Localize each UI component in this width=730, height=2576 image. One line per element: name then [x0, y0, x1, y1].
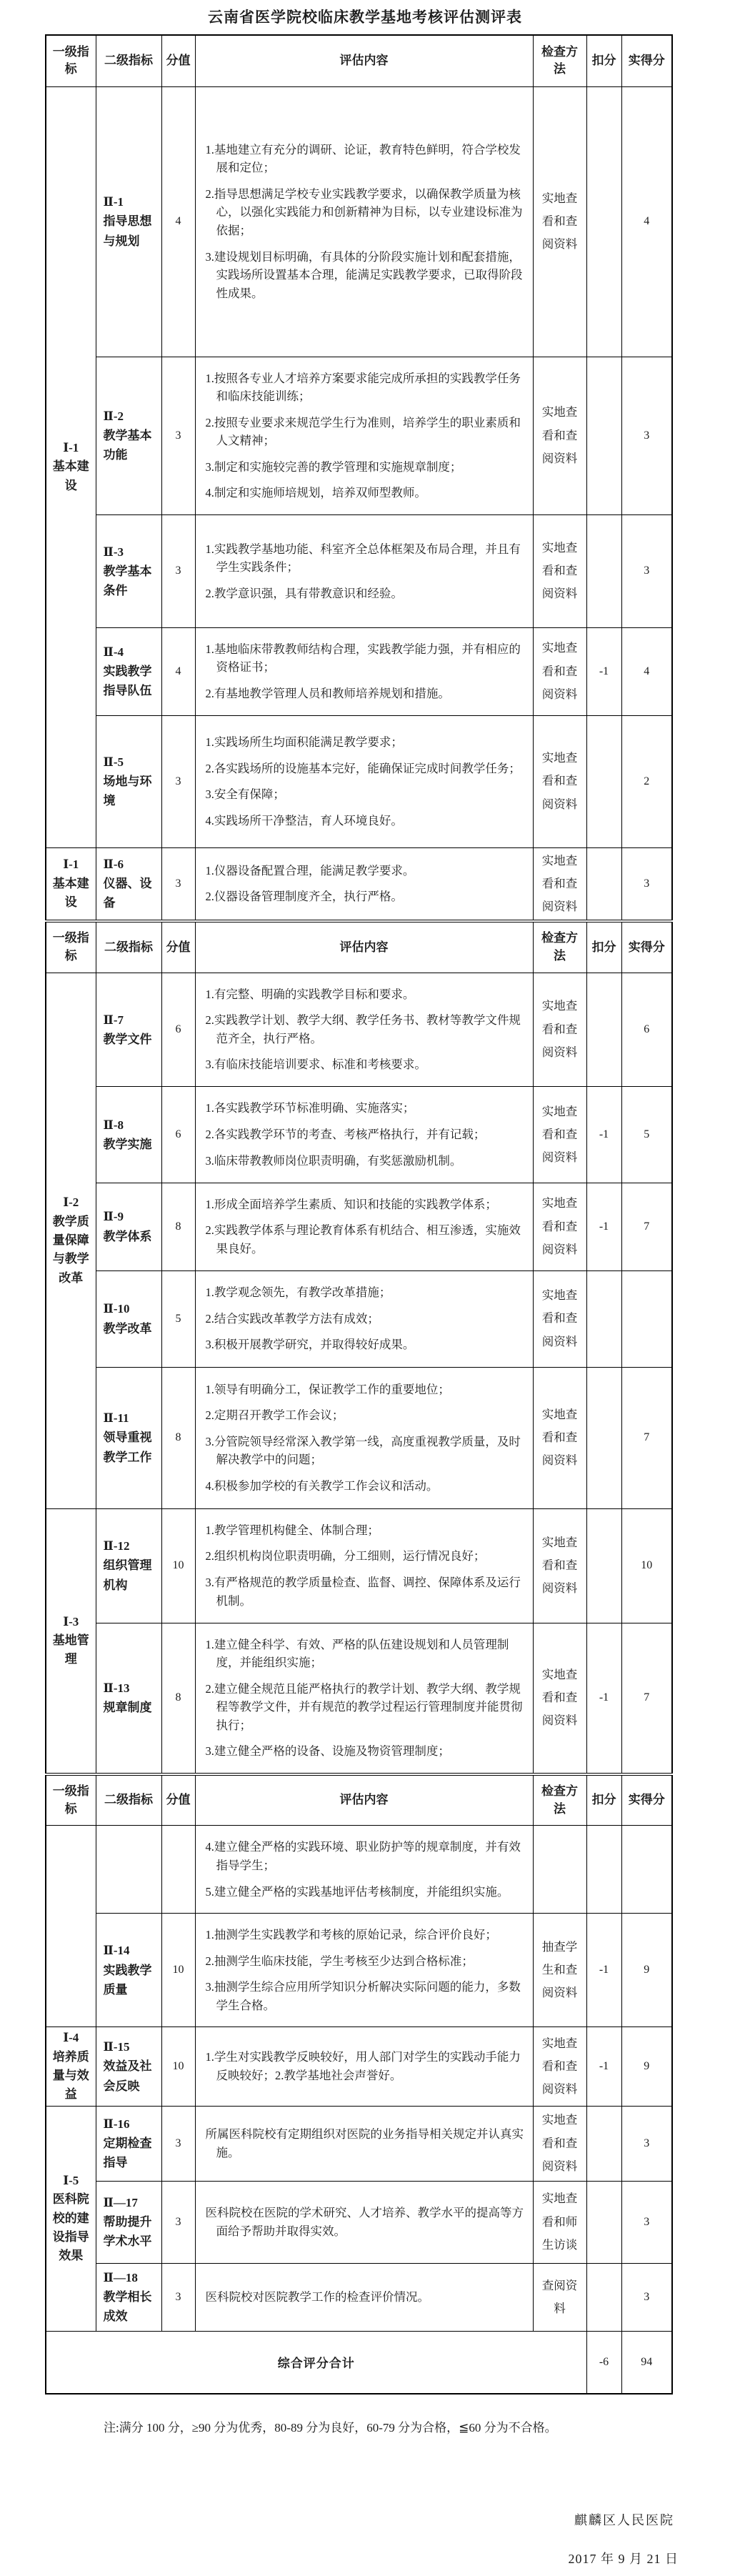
deduction-cell: -1 [586, 627, 621, 715]
indicator-cell [96, 715, 161, 847]
col-header-deduction: 扣分 [586, 35, 621, 86]
deduction-cell [586, 715, 621, 847]
content-cell [195, 1086, 533, 1183]
col-header-score: 分值 [161, 35, 195, 86]
earned-cell: 5 [621, 1086, 672, 1183]
indicator-name: 教学实施 [103, 1137, 152, 1151]
content-item: 3.安全有保障； [205, 787, 285, 802]
content-item: 3.抽测学生综合应用所学知识分析解决实际问题的能力，多数学生合格。 [205, 1980, 521, 2012]
earned-cell: 4 [621, 627, 672, 715]
indicator-cell [96, 1367, 161, 1508]
table-row-ii-18 [46, 2263, 672, 2331]
earned-cell: 3 [621, 847, 672, 921]
content-item: 3.分管院领导经常深入教学第一线，高度重视教学质量，及时解决教学中的问题； [205, 1434, 521, 1467]
indicator-id: Ⅱ-14 [103, 1944, 130, 1958]
score-cell: 4 [161, 86, 195, 357]
content-cell [195, 514, 533, 627]
table-header-row-3 [46, 1774, 672, 1826]
deduction-cell [586, 357, 621, 514]
content-item: 2.实践教学计划、教学大纲、教学任务书、教材等教学文件规范齐全，执行严格。 [205, 1013, 521, 1045]
method-cell-empty [533, 1826, 586, 1914]
col-header-content: 评估内容 [195, 1774, 533, 1826]
col-header-earned: 实得分 [621, 921, 672, 973]
indicator-cell [96, 1183, 161, 1270]
indicator-cell [96, 1086, 161, 1183]
table-row-ii-13 [46, 1623, 672, 1774]
method-cell: 实地查看和查阅资料 [533, 86, 586, 357]
indicator-cell [96, 973, 161, 1086]
deduction-cell [586, 86, 621, 357]
content-item: 2.教学意识强，具有带教意识和经验。 [205, 586, 403, 600]
content-item: 2.组织机构岗位职责明确，分工细则，运行情况良好； [205, 1549, 486, 1563]
indicator-cell [96, 1914, 161, 2027]
method-cell: 实地查看和查阅资料 [533, 715, 586, 847]
content-cell [195, 357, 533, 514]
indicator-id: Ⅱ-5 [103, 755, 124, 769]
table-row-ii-6 [46, 847, 672, 921]
content-item: 5.建立健全严格的实践基地评估考核制度，并能组织实施。 [205, 1884, 509, 1899]
deduction-cell [586, 1270, 621, 1367]
earned-cell: 6 [621, 973, 672, 1086]
indicator-name: 帮助提升学术水平 [103, 2215, 152, 2249]
method-cell: 实地查看和查阅资料 [533, 847, 586, 921]
content-item: 2.定期召开教学工作会议； [205, 1408, 344, 1423]
indicator-cell [96, 514, 161, 627]
content-item: 1.按照各专业人才培养方案要求能完成所承担的实践教学任务和临床技能训练； [205, 371, 521, 404]
col-header-deduction: 扣分 [586, 1774, 621, 1826]
deduction-cell [586, 2106, 621, 2181]
indicator-name: 实践教学质量 [103, 1963, 152, 1996]
col-header-deduction: 扣分 [586, 921, 621, 973]
content-item: 4.积极参加学校的有关教学工作会议和活动。 [205, 1478, 439, 1493]
method-cell: 实地查看和查阅资料 [533, 973, 586, 1086]
content-item: 1.建立健全科学、有效、严格的队伍建设规划和人员管理制度，并能组织实施； [205, 1637, 509, 1670]
deduction-cell: -1 [586, 1914, 621, 2027]
indicator-cell-empty [96, 1826, 161, 1914]
method-cell: 实地查看和师生访谈 [533, 2181, 586, 2263]
indicator-cell [96, 2027, 161, 2106]
indicator-name: 教学文件 [103, 1032, 152, 1046]
level1-cell-i4 [46, 2027, 96, 2106]
indicator-name: 教学改革 [103, 1321, 152, 1336]
score-cell: 3 [161, 715, 195, 847]
content-item: 1.抽测学生实践教学和考核的原始记录，综合评价良好； [205, 1928, 497, 1942]
table-row-ii-7 [46, 973, 672, 1086]
earned-cell: 9 [621, 1914, 672, 2027]
indicator-cell [96, 86, 161, 357]
content-item: 医科院校对医院教学工作的检查评价情况。 [205, 2289, 429, 2304]
table-row-ii-11 [46, 1367, 672, 1508]
content-item: 2.实践教学体系与理论教育体系有机结合、相互渗透，实施效果良好。 [205, 1223, 521, 1255]
indicator-cell [96, 357, 161, 514]
evaluation-table [45, 34, 673, 2395]
col-header-method: 检查方法 [533, 1774, 586, 1826]
indicator-id: Ⅱ-10 [103, 1302, 130, 1316]
content-item: 3.建设规划目标明确，有具体的分阶段实施计划和配套措施，实践场所设置基本合理，能满足实践教学要求，已取得阶段性成果。 [205, 249, 523, 300]
content-cell [195, 1826, 533, 1914]
deduction-cell: -1 [586, 1183, 621, 1270]
content-cell [195, 1367, 533, 1508]
indicator-name: 教学基本功能 [103, 429, 152, 462]
content-item: 3.积极开展教学研究，并取得较好成果。 [205, 1338, 415, 1352]
indicator-name: 教学基本条件 [103, 564, 152, 597]
level1-name: 基本建设 [52, 876, 89, 909]
content-item: 所属医科院校有定期组织对医院的业务指导相关规定并认真实施。 [205, 2127, 524, 2159]
method-cell: 实地查看和查阅资料 [533, 357, 586, 514]
page-title: 云南省医学院校临床教学基地考核评估测评表 [208, 9, 522, 26]
score-cell: 3 [161, 357, 195, 514]
grading-note: 注:满分 100 分，≥90 分为优秀，80-89 分为良好，60-79 分为合格，≦60 分为不合格。 [104, 2421, 557, 2435]
earned-cell: 3 [621, 357, 672, 514]
level1-id: Ⅰ-4 [63, 2031, 79, 2045]
content-item: 4.建立健全严格的实践环境、职业防护等的规章制度，并有效指导学生； [205, 1840, 521, 1872]
score-cell: 3 [161, 2106, 195, 2181]
indicator-cell [96, 2106, 161, 2181]
score-cell: 3 [161, 2263, 195, 2331]
score-cell: 8 [161, 1183, 195, 1270]
content-item: 3.有严格规范的教学质量检查、监督、调控、保障体系及运行机制。 [205, 1576, 521, 1608]
score-cell: 8 [161, 1623, 195, 1774]
deduction-cell [586, 973, 621, 1086]
score-cell: 8 [161, 1367, 195, 1508]
earned-cell: 7 [621, 1623, 672, 1774]
level1-id: Ⅰ-3 [63, 1614, 79, 1628]
score-cell: 10 [161, 1914, 195, 2027]
content-item: 1.学生对实践教学反映较好，用人部门对学生的实践动手能力反映较好；2.教学基地社会声誉好。 [205, 2050, 521, 2083]
table-row-ii-16 [46, 2106, 672, 2181]
score-cell: 5 [161, 1270, 195, 1367]
method-cell: 实地查看和查阅资料 [533, 1086, 586, 1183]
total-deduction-cell: -6 [586, 2331, 621, 2394]
content-cell [195, 2263, 533, 2331]
content-item: 1.领导有明确分工，保证教学工作的重要地位； [205, 1382, 450, 1396]
content-item: 3.建立健全严格的设备、设施及物资管理制度； [205, 1744, 450, 1759]
content-cell [195, 1623, 533, 1774]
indicator-id: Ⅱ-13 [103, 1681, 130, 1696]
score-cell: 4 [161, 627, 195, 715]
indicator-name: 效益及社会反映 [103, 2059, 152, 2093]
table-row-ii-4 [46, 627, 672, 715]
earned-cell: 10 [621, 1508, 672, 1623]
level1-cell-i3 [46, 1508, 96, 1774]
deduction-cell: -1 [586, 1086, 621, 1183]
method-cell: 实地查看和查阅资料 [533, 2106, 586, 2181]
indicator-name: 指导思想与规划 [103, 214, 152, 248]
table-row-ii-8 [46, 1086, 672, 1183]
col-header-earned: 实得分 [621, 1774, 672, 1826]
indicator-id: Ⅱ-8 [103, 1118, 124, 1132]
method-cell: 实地查看和查阅资料 [533, 1367, 586, 1508]
level1-cell-i1b [46, 847, 96, 921]
indicator-id: Ⅱ-16 [103, 2117, 130, 2131]
content-item: 2.建立健全规范且能严格执行的教学计划、教学大纲、教学规程等教学文件，并有规范的教学过程运行管理制度并能贯彻执行； [205, 1681, 523, 1732]
content-item: 2.抽测学生临床技能，学生考核至少达到合格标准； [205, 1954, 474, 1968]
col-header-level1: 一级指标 [46, 35, 96, 86]
table-header-row-1 [46, 35, 672, 86]
earned-cell: 3 [621, 2106, 672, 2181]
table-row-ii-17 [46, 2181, 672, 2263]
table-row-ii-2 [46, 357, 672, 514]
indicator-cell [96, 847, 161, 921]
indicator-id: Ⅱ-7 [103, 1013, 124, 1027]
deduction-cell [586, 1508, 621, 1623]
method-cell: 实地查看和查阅资料 [533, 627, 586, 715]
form-date: 2017 年 9 月 21 日 [568, 2552, 679, 2567]
level1-id: Ⅰ-1 [63, 441, 79, 455]
earned-cell: 9 [621, 2027, 672, 2106]
earned-cell: 2 [621, 715, 672, 847]
deduction-cell [586, 847, 621, 921]
content-item: 1.仪器设备配置合理，能满足教学要求。 [205, 863, 415, 877]
content-item: 2.各实践教学环节的考查、考核严格执行，并有记载； [205, 1128, 486, 1142]
content-cell [195, 1508, 533, 1623]
score-cell: 3 [161, 514, 195, 627]
col-header-content: 评估内容 [195, 921, 533, 973]
content-item: 1.实践教学基地功能、科室齐全总体框架及布局合理，并且有学生实践条件； [205, 542, 521, 575]
method-cell: 抽查学生和查阅资料 [533, 1914, 586, 2027]
deduction-cell [586, 1367, 621, 1508]
content-item: 1.有完整、明确的实践教学目标和要求。 [205, 987, 415, 1001]
content-cell [195, 1183, 533, 1270]
content-item: 3.制定和实施较完善的教学管理和实施规章制度； [205, 459, 462, 474]
earned-cell: 7 [621, 1183, 672, 1270]
score-cell: 10 [161, 2027, 195, 2106]
deduction-cell: -1 [586, 2027, 621, 2106]
indicator-cell [96, 1508, 161, 1623]
indicator-id: Ⅱ—17 [103, 2195, 138, 2209]
col-header-content: 评估内容 [195, 35, 533, 86]
level1-name: 基本建设 [52, 459, 89, 492]
score-cell: 6 [161, 973, 195, 1086]
content-cell [195, 627, 533, 715]
indicator-cell [96, 2181, 161, 2263]
total-label-cell: 综合评分合计 [46, 2331, 586, 2394]
content-cell [195, 1270, 533, 1367]
method-cell: 实地查看和查阅资料 [533, 1623, 586, 1774]
table-row-ii-1 [46, 86, 672, 357]
content-item: 2.各实践场所的设施基本完好，能确保证完成时间教学任务； [205, 761, 521, 775]
table-row-ii-9 [46, 1183, 672, 1270]
indicator-id: Ⅱ-2 [103, 409, 124, 423]
content-cell [195, 973, 533, 1086]
indicator-cell [96, 2263, 161, 2331]
content-item: 1.基地临床带教教师结构合理，实践教学能力强，并有相应的资格证书； [205, 642, 521, 675]
col-header-level2: 二级指标 [96, 35, 161, 86]
score-cell: 10 [161, 1508, 195, 1623]
table-header-row-2 [46, 921, 672, 973]
indicator-id: Ⅱ-6 [103, 857, 124, 872]
col-header-level2: 二级指标 [96, 921, 161, 973]
indicator-name: 教学体系 [103, 1229, 152, 1243]
indicator-id: Ⅱ-1 [103, 195, 124, 209]
content-item: 2.按照专业要求来规范学生行为准则，培养学生的职业素质和人文精神； [205, 415, 521, 448]
deduction-cell [586, 514, 621, 627]
content-cell [195, 2106, 533, 2181]
method-cell: 实地查看和查阅资料 [533, 1508, 586, 1623]
col-header-method: 检查方法 [533, 35, 586, 86]
level1-name: 基地管理 [52, 1633, 89, 1666]
content-item: 1.教学管理机构健全、体制合理； [205, 1523, 379, 1537]
content-item: 3.临床带教教师岗位职责明确，有奖惩激励机制。 [205, 1153, 462, 1168]
indicator-name: 规章制度 [103, 1701, 152, 1715]
content-item: 2.仪器设备管理制度齐全，执行严格。 [205, 890, 403, 904]
content-cell [195, 2181, 533, 2263]
indicator-name: 仪器、设备 [103, 877, 152, 910]
indicator-name: 实践教学指导队伍 [103, 665, 152, 698]
indicator-cell [96, 627, 161, 715]
indicator-cell [96, 1270, 161, 1367]
score-cell: 6 [161, 1086, 195, 1183]
earned-cell: 3 [621, 514, 672, 627]
content-cell [195, 2027, 533, 2106]
table-row-ii-15 [46, 2027, 672, 2106]
indicator-id: Ⅱ-15 [103, 2040, 130, 2054]
content-item: 3.有临床技能培训要求、标准和考核要求。 [205, 1058, 426, 1072]
method-cell: 实地查看和查阅资料 [533, 1183, 586, 1270]
method-cell: 查阅资料 [533, 2263, 586, 2331]
method-cell: 实地查看和查阅资料 [533, 1270, 586, 1367]
score-cell: 3 [161, 847, 195, 921]
score-cell: 3 [161, 2181, 195, 2263]
content-cell [195, 86, 533, 357]
deduction-cell-empty [586, 1826, 621, 1914]
earned-cell: 7 [621, 1367, 672, 1508]
indicator-id: Ⅱ-3 [103, 544, 124, 559]
level1-name: 教学质量保障与教学改革 [52, 1214, 89, 1285]
indicator-name: 组织管理机构 [103, 1558, 152, 1592]
table-row-ii-13-continued [46, 1826, 672, 1914]
earned-cell-empty [621, 1826, 672, 1914]
method-cell: 实地查看和查阅资料 [533, 514, 586, 627]
indicator-cell [96, 1623, 161, 1774]
level1-name: 培养质量与效益 [52, 2049, 89, 2102]
content-cell [195, 715, 533, 847]
level1-cell-i2 [46, 973, 96, 1508]
indicator-name: 场地与环境 [103, 774, 152, 808]
col-header-method: 检查方法 [533, 921, 586, 973]
content-item: 2.有基地教学管理人员和教师培养规划和措施。 [205, 687, 450, 700]
col-header-level1: 一级指标 [46, 1774, 96, 1826]
hospital-signature: 麒麟区人民医院 [574, 2513, 674, 2528]
indicator-id: Ⅱ-12 [103, 1539, 130, 1553]
level1-id: Ⅰ-1 [63, 857, 79, 872]
earned-cell: 3 [621, 2181, 672, 2263]
indicator-id: Ⅱ-4 [103, 645, 124, 659]
earned-cell: 3 [621, 2263, 672, 2331]
content-item: 1.形成全面培养学生素质、知识和技能的实践教学体系； [205, 1197, 497, 1211]
content-item: 2.指导思想满足学校专业实践教学要求，以确保教学质量为核心，以强化实践能力和创新精神为目标，以专业建设标准为依据； [205, 187, 523, 237]
indicator-id: Ⅱ-11 [103, 1411, 129, 1426]
content-cell [195, 1914, 533, 2027]
method-cell: 实地查看和查阅资料 [533, 2027, 586, 2106]
content-cell [195, 847, 533, 921]
col-header-level1: 一级指标 [46, 921, 96, 973]
table-row-ii-14 [46, 1914, 672, 2027]
content-item: 2.结合实践改革教学方法有成效； [205, 1311, 379, 1326]
indicator-name: 教学相长成效 [103, 2290, 152, 2324]
content-item: 4.实践场所干净整洁，育人环境良好。 [205, 813, 403, 827]
level1-name: 医科院校的建设指导效果 [52, 2192, 89, 2263]
level1-id: Ⅰ-5 [63, 2173, 79, 2187]
level1-id: Ⅰ-2 [63, 1195, 79, 1210]
indicator-id: Ⅱ-9 [103, 1210, 124, 1224]
table-row-ii-12 [46, 1508, 672, 1623]
col-header-score: 分值 [161, 1774, 195, 1826]
table-row-ii-5 [46, 715, 672, 847]
deduction-cell [586, 2181, 621, 2263]
col-header-earned: 实得分 [621, 35, 672, 86]
level1-cell-empty [46, 1826, 96, 2027]
col-header-score: 分值 [161, 921, 195, 973]
content-item: 1.教学观念领先，有教学改革措施； [205, 1285, 391, 1300]
earned-cell [621, 1270, 672, 1367]
total-earned-cell: 94 [621, 2331, 672, 2394]
deduction-cell: -1 [586, 1623, 621, 1774]
content-item: 医科院校在医院的学术研究、人才培养、教学水平的提高等方面给予帮助并取得实效。 [205, 2206, 524, 2238]
indicator-name: 定期检查指导 [103, 2137, 152, 2170]
earned-cell: 4 [621, 86, 672, 357]
indicator-name: 领导重视教学工作 [103, 1431, 152, 1464]
score-cell-empty [161, 1826, 195, 1914]
content-item: 1.各实践教学环节标准明确、实施落实； [205, 1101, 415, 1115]
level1-cell-i1 [46, 86, 96, 847]
table-row-ii-10 [46, 1270, 672, 1367]
col-header-level2: 二级指标 [96, 1774, 161, 1826]
content-item: 1.基地建立有充分的调研、论证，教育特色鲜明，符合学校发展和定位； [205, 142, 521, 175]
level1-cell-i5 [46, 2106, 96, 2331]
table-row-ii-3 [46, 514, 672, 627]
indicator-id: Ⅱ—18 [103, 2270, 138, 2284]
content-item: 4.制定和实施师培规划，培养双师型教师。 [205, 486, 426, 500]
total-row [46, 2331, 672, 2394]
deduction-cell [586, 2263, 621, 2331]
content-item: 1.实践场所生均面积能满足教学要求； [205, 735, 403, 749]
